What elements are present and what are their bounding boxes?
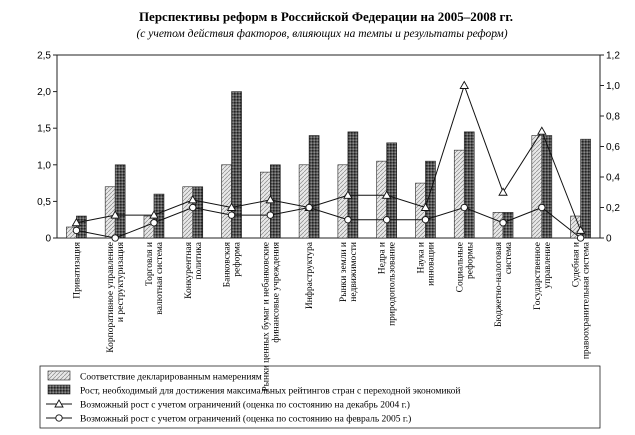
legend-marker	[56, 415, 62, 421]
category-label: Конкурентнаяполитика	[183, 242, 204, 299]
point-marker	[345, 217, 351, 223]
bar	[105, 187, 115, 238]
bar	[581, 139, 591, 238]
left-axis-tick-label: 0	[45, 233, 51, 245]
bar	[425, 161, 435, 238]
right-axis-tick-label: 0,6	[606, 142, 620, 153]
chart-title: Перспективы реформ в Российской Федерации на 2005–2008 гг.	[138, 9, 514, 24]
bar	[299, 165, 309, 238]
point-marker	[383, 217, 389, 223]
right-axis-tick-label: 0,2	[606, 203, 620, 214]
plot-frame	[57, 55, 600, 238]
chart-subtitle: (с учетом действия факторов, влияющих на темпы и результаты реформ)	[136, 28, 508, 40]
legend-swatch	[48, 385, 70, 394]
category-label: Инфраструктура	[305, 242, 316, 310]
category-label: Банковскаяреформа	[222, 242, 243, 288]
left-axis-tick-label: 2,0	[37, 87, 51, 99]
category-label: Приватизация	[72, 242, 83, 299]
category-label: Государственноеуправление	[532, 242, 553, 310]
bar	[532, 136, 542, 238]
category-label: Корпоративное управлениеи реструктуризация	[106, 242, 127, 353]
legend-label: Возможный рост с учетом ограничений (оценка по состоянию на февраль 2005 г.)	[80, 414, 412, 425]
legend-label: Возможный рост с учетом ограничений (оценка по состоянию на декабрь 2004 г.)	[80, 400, 410, 411]
left-axis-tick-label: 2,5	[37, 50, 51, 62]
point-marker	[538, 127, 546, 134]
point-marker	[151, 220, 157, 226]
point-marker	[73, 227, 79, 233]
legend-swatch	[48, 371, 70, 380]
category-label: Торговля ивалютная система	[144, 242, 165, 315]
legend-label: Соответствие декларированным намерениям	[80, 372, 262, 383]
point-marker	[460, 82, 468, 89]
bar	[377, 161, 387, 238]
right-axis-tick-label: 0,8	[606, 111, 620, 123]
series-line	[76, 86, 580, 231]
point-marker	[461, 204, 467, 210]
bar	[542, 136, 552, 238]
bar	[183, 187, 193, 238]
point-marker	[539, 204, 545, 210]
bar	[260, 172, 270, 238]
plot-area	[37, 51, 620, 392]
point-marker	[577, 235, 583, 241]
point-marker	[306, 204, 312, 210]
bar	[338, 165, 348, 238]
bar	[76, 216, 86, 238]
category-label: Наука иинновации	[416, 242, 437, 286]
point-marker	[112, 235, 118, 241]
point-marker	[267, 212, 273, 218]
bar	[309, 136, 319, 238]
category-label: Бюджетно-налоговаясистема	[494, 242, 515, 327]
bar	[464, 132, 474, 238]
legend	[40, 366, 600, 428]
point-marker	[422, 217, 428, 223]
category-label: Недра иприродопользование	[377, 242, 398, 326]
bar	[144, 216, 154, 238]
point-marker	[228, 212, 234, 218]
right-axis-tick-label: 0,4	[606, 172, 620, 184]
right-axis-tick-label: 1,0	[606, 81, 620, 92]
legend-label: Рост, необходимый для достижения максимальных рейтингов стран с переходной экономикой	[80, 386, 461, 397]
point-marker	[499, 188, 507, 195]
bar	[387, 143, 397, 238]
point-marker	[190, 204, 196, 210]
left-axis-tick-label: 1,5	[37, 123, 51, 135]
point-marker	[500, 220, 506, 226]
category-label: Рынки земли инедвижимости	[338, 242, 359, 303]
left-axis-tick-label: 0,5	[37, 196, 51, 208]
right-axis-tick-label: 1,2	[606, 50, 620, 62]
bar	[454, 150, 464, 238]
left-axis-tick-label: 1,0	[37, 160, 51, 172]
right-axis-tick-label: 0	[606, 233, 612, 245]
category-label: Социальныереформы	[455, 242, 476, 293]
bar	[222, 165, 232, 238]
category-label: Рынки ценных бумаг и небанковскиефинансовые учреждения	[261, 242, 282, 392]
category-label: Судебная иправоохранительная система	[571, 242, 592, 360]
bar	[193, 187, 203, 238]
bar	[115, 165, 125, 238]
